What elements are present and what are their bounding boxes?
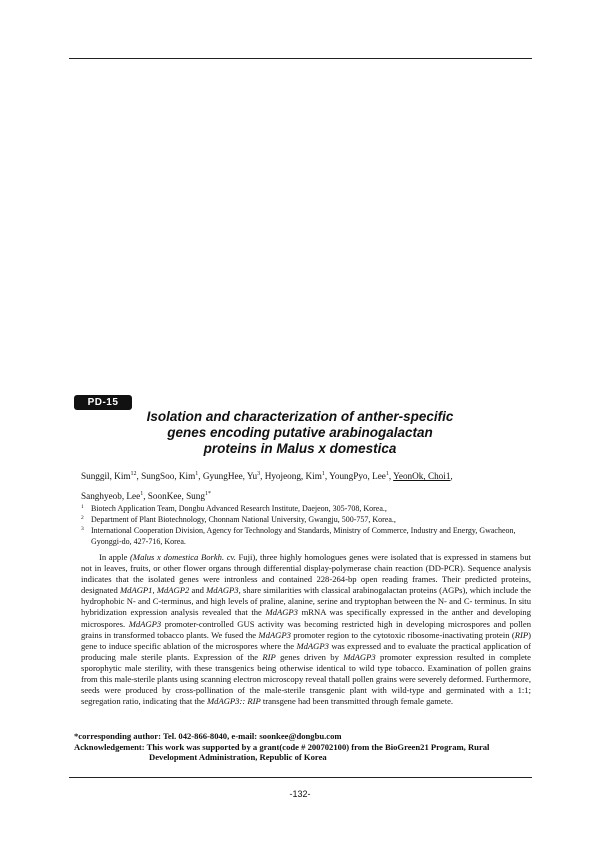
top-rule bbox=[69, 58, 532, 59]
author: SungSoo, Kim$^1$ bbox=[141, 471, 199, 482]
page-number: -132- bbox=[289, 789, 311, 799]
affiliation-list bbox=[81, 503, 531, 547]
author: GyungHee, Yu$^3$ bbox=[202, 471, 261, 482]
session-code-badge: PD-15 bbox=[74, 395, 132, 410]
author: SoonKee, Sung$^{1*}$ bbox=[147, 491, 211, 502]
title-line: Isolation and characterization of anther-specific bbox=[146, 409, 454, 424]
author: YoungPyo, Lee$^1$ bbox=[329, 471, 389, 482]
affiliation: 3 International Cooperation Division, Agency for Technology and Standards, Ministry of Commerce, Industry and Energy, Gwacheon, Gyonggi-do, 427-716, Korea. bbox=[81, 526, 516, 546]
author: Sanghyeob, Lee$^1$ bbox=[81, 491, 144, 502]
author-list: Sunggil, Kim$^{12}$, SungSoo, Kim$^1$, GyungHee, Yu$^3$, Hyojeong, Kim$^1$, YoungPyo, Lee$^1$, YeonOk, Choi1, Sanghyeob, Lee$^1$, SoonKee, Sung$^{1*}$ bbox=[81, 471, 453, 502]
author: YeonOk, Choi1 bbox=[393, 471, 451, 482]
abstract-body: In apple (Malus x domestica Borkh. cv. Fuji), three highly homologues genes were isolated that is expressed in stamens but not in leaves, fruits, or other flower organs through differential display-polymerase chain reaction (DD-PCR). Sequence analysis indicates that the isolated genes were intronless and contained 228-264-bp open reading frames. Their predicted proteins, designated MdAGP1, MdAGP2 and MdAGP3, share similarities with classical arabinogalactan proteins (AGPs), which include the hydrophobic N- and C-terminus, and high levels of praline, alanine, serine and tryptophan between the N- and C- terminus. In situ hybridization expression analysis revealed that the MdAGP3 mRNA was specifically expressed in the anther and developing microspores. MdAGP3 promoter-controlled GUS activity was becoming restricted high in developing microspores and pollen grains in transformed tobacco plants. We fused the MdAGP3 promoter region to the cytotoxic ribosome-inactivating protein (RIP) gene to induce specific ablation of the microspores where the MdAGP3 was expressed and to evaluate the practical application of producing male sterile plants. Expression of the RIP genes driven by MdAGP3 promoter expression resulted in complete sporophytic male sterility, with these transgenics being otherwise identical to wild type tobacco. Examination of pollen grains from this male-sterile plants using scanning electron microscopy reveal thatall pollen grains were severely deformed. Furthermore, seeds were produced by cross-pollination of the male-sterile transgenic plant with wild-type and germinated with a 1:1; segregation ratio, indicating that the MdAGP3:: RIP transgene had been transmitted through female gamete. bbox=[81, 552, 532, 707]
title-line: proteins in Malus x domestica bbox=[203, 441, 397, 456]
affiliation: 1 Biotech Application Team, Dongbu Advanced Research Institute, Daejeon, 305-708, Korea., bbox=[81, 504, 387, 513]
contact-block bbox=[74, 731, 534, 763]
title-line: genes encoding putative arabinogalactan bbox=[167, 425, 433, 440]
author: Sunggil, Kim$^{12}$ bbox=[81, 471, 137, 482]
acknowledgement: Acknowledgement: This work was supported by a grant(code # 200702100) from the BioGreen21 Program, Rural bbox=[74, 741, 490, 752]
acknowledgement-continued: Development Administration, Republic of Korea bbox=[149, 752, 327, 762]
affiliation: 2 Department of Plant Biotechnology, Chonnam National University, Gwangju, 500-757, Korea., bbox=[81, 515, 396, 524]
author: Hyojeong, Kim$^1$ bbox=[264, 471, 325, 482]
corresponding-author: *corresponding author: Tel. 042-866-8040, e-mail: soonkee@dongbu.com bbox=[74, 731, 342, 741]
bottom-rule bbox=[69, 777, 532, 778]
paper-title bbox=[110, 409, 490, 457]
